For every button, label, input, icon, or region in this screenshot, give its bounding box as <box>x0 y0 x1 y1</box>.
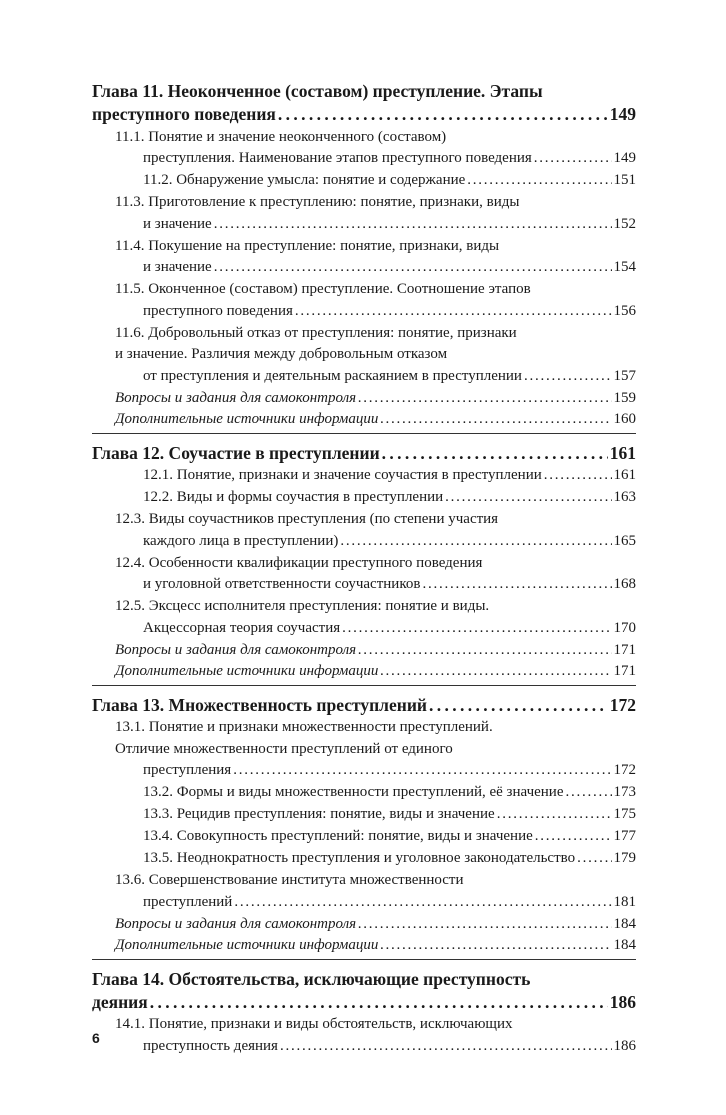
dot-leader <box>342 618 611 640</box>
page-ref: 172 <box>609 694 636 715</box>
page-ref: 177 <box>613 828 636 844</box>
dot-leader <box>358 640 611 662</box>
entry-text: 12.1. Понятие, признаки и значение соучастия в преступлении <box>143 467 542 483</box>
section-line: 12.3. Виды соучастников преступления (по степени участия <box>115 511 499 527</box>
dot-leader <box>497 804 612 826</box>
leader-line <box>143 826 636 848</box>
entry-text: каждого лица в преступлении) <box>143 532 339 549</box>
chapter-block <box>92 968 636 1060</box>
leader-line <box>143 804 636 826</box>
toc-section-entry[interactable] <box>92 804 636 826</box>
toc-section-entry[interactable] <box>92 170 636 192</box>
chapter-title[interactable] <box>92 80 636 126</box>
chapter-block <box>92 80 636 434</box>
entry-text: преступлений <box>143 893 233 910</box>
page-ref: 163 <box>613 489 636 505</box>
dot-leader <box>445 487 611 509</box>
section-line: 11.5. Оконченное (составом) преступление. Соотношение этапов <box>115 281 531 297</box>
entry-text: Глава 13. Множественность преступлений <box>92 694 427 715</box>
leader-line <box>143 170 636 192</box>
dot-leader <box>214 214 612 236</box>
additional-sources-entry[interactable] <box>92 935 636 957</box>
section-line: 11.3. Приготовление к преступлению: понятие, признаки, виды <box>115 194 520 210</box>
leader-line <box>143 760 636 782</box>
page-ref: 149 <box>613 150 636 166</box>
dot-leader <box>280 1036 612 1058</box>
additional-sources-entry[interactable] <box>92 661 636 683</box>
dot-leader <box>358 388 611 410</box>
leader-line <box>143 848 636 870</box>
leader-line <box>143 618 636 640</box>
page-ref: 161 <box>609 442 636 463</box>
entry-text: и уголовной ответственности соучастников <box>143 576 421 592</box>
section-line: 12.4. Особенности квалификации преступного поведения <box>115 554 483 571</box>
section-line: 11.6. Добровольный отказ от преступления: понятие, признаки <box>115 324 517 341</box>
dot-leader <box>565 782 611 804</box>
page-ref: 159 <box>613 389 636 406</box>
dot-leader <box>278 103 608 126</box>
toc-section-entry[interactable] <box>92 848 636 870</box>
dot-leader <box>429 694 608 717</box>
leader-line <box>92 694 636 717</box>
dot-leader <box>340 531 611 553</box>
section-line: 12.5. Эксцесс исполнителя преступления: понятие и виды. <box>115 598 490 614</box>
leader-line <box>143 1036 636 1058</box>
entry-text: Дополнительные источники информации <box>115 663 379 679</box>
leader-line <box>92 103 636 126</box>
page-ref: 157 <box>613 367 636 384</box>
toc-section-entry[interactable] <box>92 236 636 279</box>
page-ref: 179 <box>613 850 636 866</box>
section-line: 11.4. Покушение на преступление: понятие, признаки, виды <box>115 237 500 254</box>
toc-section-entry[interactable] <box>92 279 636 322</box>
chapter-title[interactable] <box>92 442 636 465</box>
dot-leader <box>544 465 612 487</box>
entry-text: Дополнительные источники информации <box>115 411 379 427</box>
entry-text: преступность деяния <box>143 1037 278 1054</box>
entry-text: и значение <box>143 259 212 275</box>
leader-line <box>115 640 636 662</box>
page-ref: 149 <box>609 104 636 124</box>
leader-line <box>143 301 636 323</box>
dot-leader <box>524 366 612 388</box>
toc-section-entry[interactable] <box>92 323 636 388</box>
toc-section-entry[interactable] <box>92 1014 636 1057</box>
section-line: и значение. Различия между добровольным отказом <box>115 346 448 362</box>
chapter-block <box>92 694 636 960</box>
entry-text: Вопросы и задания для самоконтроля <box>115 915 357 932</box>
toc-section-entry[interactable] <box>92 487 636 509</box>
entry-text: от преступления и деятельным раскаянием в преступлении <box>143 367 522 384</box>
entry-text: Акцессорная теория соучастия <box>143 619 341 636</box>
entry-text: Дополнительные источники информации <box>115 937 379 953</box>
dot-leader <box>380 409 611 431</box>
leader-line <box>143 574 636 596</box>
page-ref: 172 <box>613 762 636 778</box>
toc-section-entry[interactable] <box>92 782 636 804</box>
additional-sources-entry[interactable] <box>92 409 636 431</box>
page-ref: 161 <box>613 467 636 483</box>
leader-line <box>115 409 636 431</box>
section-line: 11.1. Понятие и значение неоконченного (составом) <box>115 128 447 145</box>
entry-text: 13.5. Неоднократность преступления и уголовное законодательство <box>143 850 576 866</box>
page-ref: 171 <box>613 641 636 658</box>
page-ref: 173 <box>613 784 636 800</box>
leader-line <box>115 388 636 410</box>
leader-line <box>92 991 636 1014</box>
leader-line <box>143 782 636 804</box>
dot-leader <box>234 892 611 914</box>
page-ref: 154 <box>613 259 636 275</box>
self-check-questions-entry[interactable] <box>92 640 636 662</box>
self-check-questions-entry[interactable] <box>92 388 636 410</box>
entry-text: преступного поведения <box>143 302 293 319</box>
toc-section-entry[interactable] <box>92 465 636 487</box>
page-ref: 171 <box>613 663 636 679</box>
entry-text: 11.2. Обнаружение умысла: понятие и содержание <box>143 172 466 188</box>
dot-leader <box>380 661 611 683</box>
dot-leader <box>233 760 611 782</box>
page-ref: 184 <box>613 915 636 932</box>
leader-line <box>92 442 636 465</box>
dot-leader <box>358 914 611 936</box>
leader-line <box>143 531 636 553</box>
leader-line <box>115 661 636 683</box>
entry-text: преступления. Наименование этапов преступного поведения <box>143 150 532 166</box>
page-ref: 175 <box>613 806 636 822</box>
entry-text: 13.3. Рецидив преступления: понятие, виды и значение <box>143 806 495 822</box>
dot-leader <box>467 170 611 192</box>
entry-text: преступного поведения <box>92 104 276 124</box>
chapter-title-line: Глава 11. Неоконченное (составом) преступление. Этапы <box>92 81 543 101</box>
toc-section-entry[interactable] <box>92 509 636 552</box>
entry-text: 13.2. Формы и виды множественности преступлений, её значение <box>143 784 564 800</box>
entry-text: Вопросы и задания для самоконтроля <box>115 641 357 658</box>
section-line: 13.6. Совершенствование института множественности <box>115 872 464 888</box>
dot-leader <box>534 148 612 170</box>
toc-section-entry[interactable] <box>92 192 636 235</box>
page-ref: 160 <box>613 411 636 427</box>
leader-line <box>143 257 636 279</box>
entry-text: Вопросы и задания для самоконтроля <box>115 389 357 406</box>
leader-line <box>115 914 636 936</box>
dot-leader <box>380 935 611 957</box>
leader-line <box>143 487 636 509</box>
entry-text: преступления <box>143 762 232 778</box>
leader-line <box>143 892 636 914</box>
toc-section-entry[interactable] <box>92 717 636 782</box>
toc-section-entry[interactable] <box>92 826 636 848</box>
toc-section-entry[interactable] <box>92 553 636 596</box>
section-line: 13.1. Понятие и признаки множественности преступлений. <box>115 719 493 735</box>
self-check-questions-entry[interactable] <box>92 914 636 936</box>
page-ref: 165 <box>613 532 636 549</box>
dot-leader <box>382 442 608 465</box>
entry-text: 12.2. Виды и формы соучастия в преступлении <box>143 489 444 505</box>
page-ref: 151 <box>613 172 636 188</box>
leader-line <box>143 214 636 236</box>
page-ref: 152 <box>613 215 636 232</box>
page-ref: 184 <box>613 937 636 953</box>
entry-text: деяния <box>92 991 148 1012</box>
dot-leader <box>577 848 611 870</box>
dot-leader <box>535 826 612 848</box>
dot-leader <box>295 301 612 323</box>
table-of-contents <box>92 80 636 1068</box>
leader-line <box>143 366 636 388</box>
toc-section-entry[interactable] <box>92 596 636 639</box>
toc-section-entry[interactable] <box>92 870 636 913</box>
leader-line <box>143 148 636 170</box>
page-ref: 168 <box>613 576 636 592</box>
entry-text: и значение <box>143 215 212 232</box>
chapter-block <box>92 442 636 686</box>
page-ref: 156 <box>613 302 636 319</box>
page-number: 6 <box>92 1030 100 1046</box>
page-ref: 186 <box>613 1037 636 1054</box>
page-ref: 181 <box>613 893 636 910</box>
toc-section-entry[interactable] <box>92 127 636 170</box>
chapter-title[interactable] <box>92 694 636 717</box>
dot-leader <box>150 991 608 1014</box>
leader-line <box>143 465 636 487</box>
page-ref: 170 <box>613 619 636 636</box>
entry-text: 13.4. Совокупность преступлений: понятие, виды и значение <box>143 828 533 844</box>
page-ref: 186 <box>609 991 636 1012</box>
entry-text: Глава 12. Соучастие в преступлении <box>92 442 380 463</box>
chapter-title-line: Глава 14. Обстоятельства, исключающие преступность <box>92 968 531 989</box>
section-line: Отличие множественности преступлений от единого <box>115 740 453 757</box>
leader-line <box>115 935 636 957</box>
chapter-title[interactable] <box>92 968 636 1014</box>
dot-leader <box>214 257 612 279</box>
section-line: 14.1. Понятие, признаки и виды обстоятельств, исключающих <box>115 1016 513 1032</box>
dot-leader <box>422 574 611 596</box>
